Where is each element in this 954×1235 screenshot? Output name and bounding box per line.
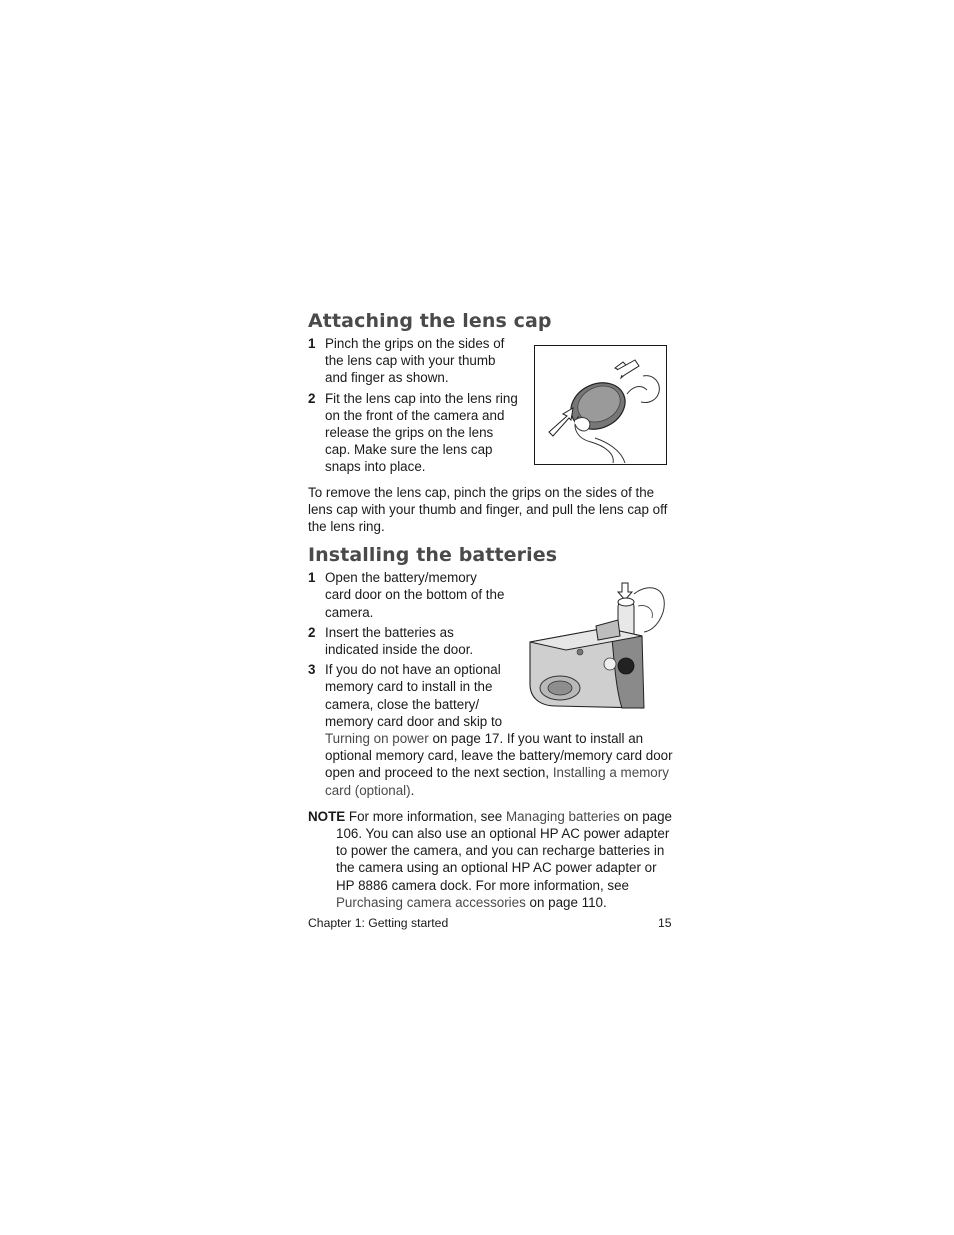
lens-cap-drawing [535, 346, 666, 464]
camera-drawing [526, 580, 670, 710]
step-text: Fit the lens cap into the lens ring on the front of the camera and release the grips on the lens cap. Make sure the lens cap snaps into place. [325, 390, 518, 475]
step-2 [308, 390, 520, 476]
lens-cap-illustration [534, 345, 667, 465]
step-number: 2 [308, 390, 316, 406]
step-text: . [410, 782, 415, 798]
step-text: If you do not have an optional memory card to install in the camera, close the battery/ memory card door and skip to [325, 662, 503, 729]
note-text: on page 110. [525, 894, 607, 910]
step-1 [308, 335, 520, 387]
remove-lens-cap-paragraph: To remove the lens cap, pinch the grips on the sides of the lens cap with your thumb and finger, and pull the lens cap off the lens ring. [308, 484, 668, 535]
step-number: 1 [308, 570, 316, 586]
step-number: 1 [308, 336, 316, 351]
step-text: Open the battery/memory card door on the bottom of the camera. [325, 570, 505, 620]
lens-cap-steps [308, 335, 520, 476]
link-managing-batteries[interactable]: Managing batteries [505, 808, 620, 824]
step-2 [308, 624, 510, 658]
step-text: on page 17. If you want to install an optional memory card, leave the battery/memory card door open and proceed to the next section, [325, 731, 673, 781]
step-text: Insert the batteries as indicated inside the door. [325, 624, 474, 658]
step-number: 2 [308, 624, 316, 640]
step-1 [308, 569, 505, 621]
battery-insertion-illustration [526, 580, 670, 710]
footer-page-number: 15 [658, 916, 672, 930]
note-text: For more information, see [345, 808, 506, 824]
link-turning-on-power[interactable]: Turning on power [325, 731, 429, 747]
link-purchasing-accessories[interactable]: Purchasing camera accessories [336, 894, 526, 910]
step-number: 3 [308, 662, 316, 678]
section-title-batteries: Installing the batteries [308, 544, 558, 567]
link-installing-memory-card[interactable]: Installing a memory card (optional) [325, 765, 669, 798]
step-text: Pinch the grips on the sides of the lens cap with your thumb and finger as shown. [325, 336, 505, 386]
note-block [308, 808, 674, 911]
section-title-lens-cap: Attaching the lens cap [308, 310, 552, 332]
footer-chapter: Chapter 1: Getting started [308, 916, 449, 930]
note-label: NOTE [308, 808, 346, 824]
note-text: on page 106. You can also use an optional HP AC power adapter to power the camera, and you can recharge batteries in the camera using an optional HP AC power adapter or HP 8886 camera dock. For more information, see [336, 808, 672, 893]
